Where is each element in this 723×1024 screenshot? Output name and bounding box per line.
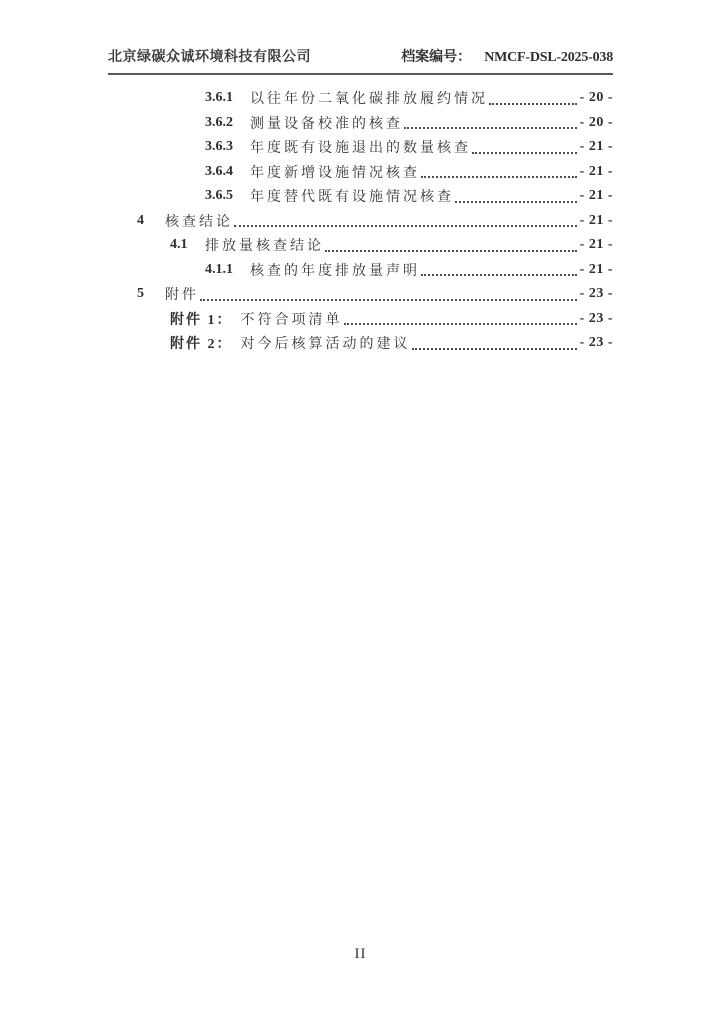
dot-leader	[412, 348, 577, 350]
toc-entry-page: - 20 -	[579, 114, 613, 130]
dot-leader	[404, 127, 577, 129]
toc-entry-number: 3.6.4	[205, 163, 233, 179]
toc-entry-page: - 21 -	[579, 188, 613, 204]
toc-entry-number: 4.1.1	[205, 261, 233, 277]
toc-entry	[110, 111, 613, 136]
dot-leader	[472, 152, 577, 154]
toc-entry-title: 不符合项清单	[240, 312, 343, 328]
toc-entry-title: 以往年份二氧化碳排放履约情况	[250, 92, 488, 108]
dot-leader	[344, 323, 577, 325]
toc-entry-title: 年度替代既有设施情况核查	[250, 190, 454, 206]
dot-leader	[489, 103, 577, 105]
toc-entry-page: - 23 -	[579, 335, 613, 351]
toc-entry-number: 附件 1：	[170, 312, 233, 328]
page-header	[108, 46, 613, 75]
toc-entry	[110, 160, 613, 185]
toc-entry-page: - 21 -	[579, 212, 613, 228]
table-of-contents	[110, 86, 613, 356]
toc-entry	[110, 209, 613, 234]
footer-page-number: II	[354, 946, 367, 962]
toc-entry-title: 附件	[165, 288, 199, 304]
toc-entry	[110, 86, 613, 111]
dot-leader	[421, 176, 577, 178]
dot-leader	[234, 225, 577, 227]
dot-leader	[325, 250, 577, 252]
toc-entry	[110, 331, 613, 356]
toc-entry-number: 5	[137, 286, 144, 302]
toc-entry-page: - 23 -	[579, 310, 613, 326]
toc-entry-page: - 21 -	[579, 237, 613, 253]
toc-entry-page: - 21 -	[579, 139, 613, 155]
toc-entry-number: 3.6.1	[205, 90, 233, 106]
toc-entry-title: 年度既有设施退出的数量核查	[250, 141, 471, 157]
dot-leader	[200, 299, 577, 301]
toc-entry-title: 对今后核算活动的建议	[240, 337, 411, 353]
toc-entry-title: 核查的年度排放量声明	[250, 263, 420, 279]
toc-entry-title: 测量设备校准的核查	[250, 116, 403, 132]
toc-entry	[110, 184, 613, 209]
toc-entry-number: 附件 2：	[170, 337, 233, 353]
toc-entry	[110, 282, 613, 307]
dot-leader	[455, 201, 577, 203]
toc-entry-page: - 21 -	[579, 261, 613, 277]
toc-entry-page: - 21 -	[579, 163, 613, 179]
toc-entry-title: 年度新增设施情况核查	[250, 165, 420, 181]
toc-entry-number: 3.6.3	[205, 139, 233, 155]
toc-entry-page: - 23 -	[579, 286, 613, 302]
toc-entry	[110, 307, 613, 332]
company-name: 北京绿碳众诚环境科技有限公司	[108, 50, 311, 65]
toc-entry-title: 排放量核查结论	[205, 239, 324, 255]
toc-entry-title: 核查结论	[165, 214, 233, 230]
toc-entry	[110, 233, 613, 258]
toc-entry-number: 3.6.5	[205, 188, 233, 204]
toc-entry-number: 4.1	[170, 237, 188, 253]
toc-entry-number: 4	[137, 212, 144, 228]
toc-entry	[110, 135, 613, 160]
toc-entry	[110, 258, 613, 283]
doc-id-label: 档案编号：	[401, 50, 472, 65]
toc-entry-page: - 20 -	[579, 90, 613, 106]
toc-entry-number: 3.6.2	[205, 114, 233, 130]
dot-leader	[421, 274, 577, 276]
doc-id	[401, 46, 613, 66]
doc-id-value: NMCF-DSL-2025-038	[484, 50, 613, 65]
